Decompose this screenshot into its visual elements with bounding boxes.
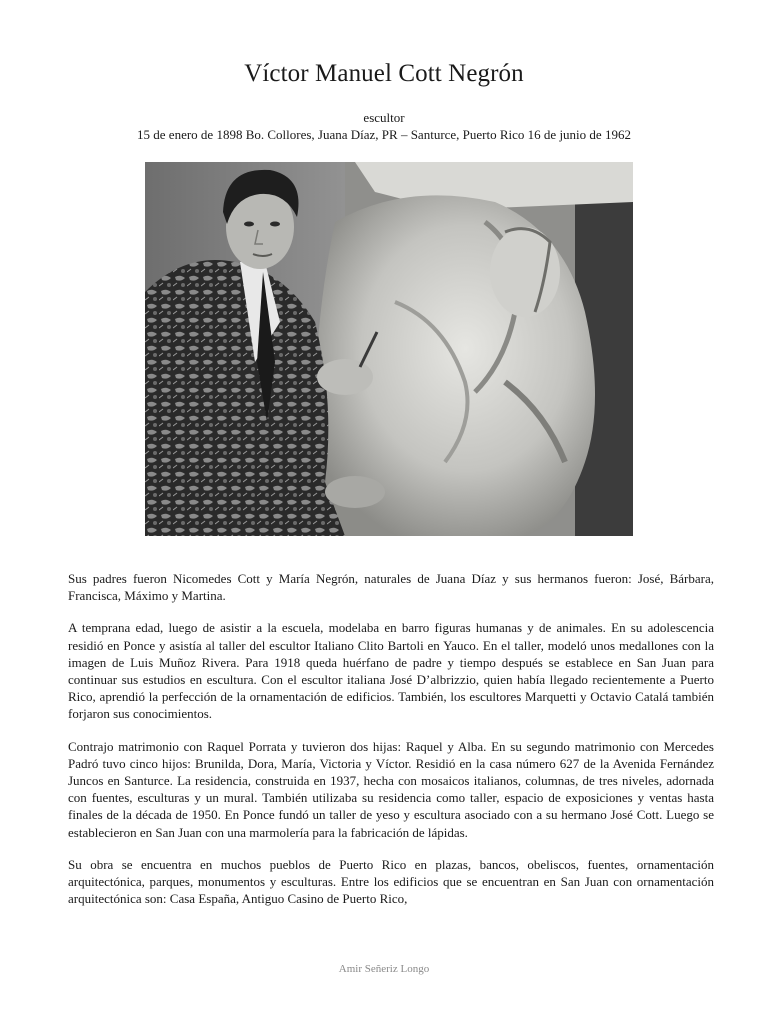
paragraph-works: Su obra se encuentra en muchos pueblos de Puerto Rico en plazas, bancos, obeliscos, fuentes, ornamentación arquitectónica, parques, monumentos y esculturas. Entre los edificios que se encuentran en San Juan con ornamentación arquitectónica son: Casa España, Antiguo Casino de Puerto Rico, (68, 856, 714, 907)
subtitle-role: escultor (363, 110, 405, 125)
paragraph-training: A temprana edad, luego de asistir a la escuela, modelaba en barro figuras humanas y de animales. En su adolescencia residió en Ponce y asistía al taller del escultor Italiano Clito Bartoli en Yauco. En el taller, modeló unos medallones con la imagen de Luis Muñoz Rivera. Para 1918 queda huérfano de padre y tiempo después se establece en San Juan para continuar sus estudios en escultura. Con el escultor italiana José D’albrizzio, quien había llegado recientemente a Puerto Rico, aprendió la perfección de la ornamentación de edificios. También, los escultores Marquetti y Octavio Catalá también forjaron sus conocimientos. (68, 620, 714, 722)
paragraph-marriage: Contrajo matrimonio con Raquel Porrata y tuvieron dos hijas: Raquel y Alba. En su segundo matrimonio con Mercedes Padró tuvo cinco hijos: Brunilda, Dora, María, Victoria y Víctor. Residió en la casa número 627 de la Avenida Fernández Juncos en Santurce. La residencia, construida en 1937, hecha con mosaicos italianos, columnas, de tres niveles, adornada con fuentes, esculturas y un mural. También utilizaba su residencia como taller, espacio de exposiciones y ventas hasta finales de la década de 1950. En Ponce fundó un taller de yeso y escultura asociado con a su hermano José Cott. Luego se establecieron en San Juan con una marmolería para la fabricación de lápidas. (68, 738, 714, 840)
page-footer: Amir Señeriz Longo (338, 963, 430, 975)
biography-text (68, 570, 714, 922)
portrait-photo (145, 162, 633, 536)
paragraph-family: Sus padres fueron Nicomedes Cott y María Negrón, naturales de Juana Díaz y sus hermanos fueron: José, Bárbara, Francisca, Máximo y Martina. (68, 571, 714, 604)
page-title: Víctor Manuel Cott Negrón (244, 60, 524, 87)
subtitle-dates: 15 de enero de 1898 Bo. Collores, Juana Díaz, PR – Santurce, Puerto Rico 16 de junio de 1962 (137, 127, 631, 142)
